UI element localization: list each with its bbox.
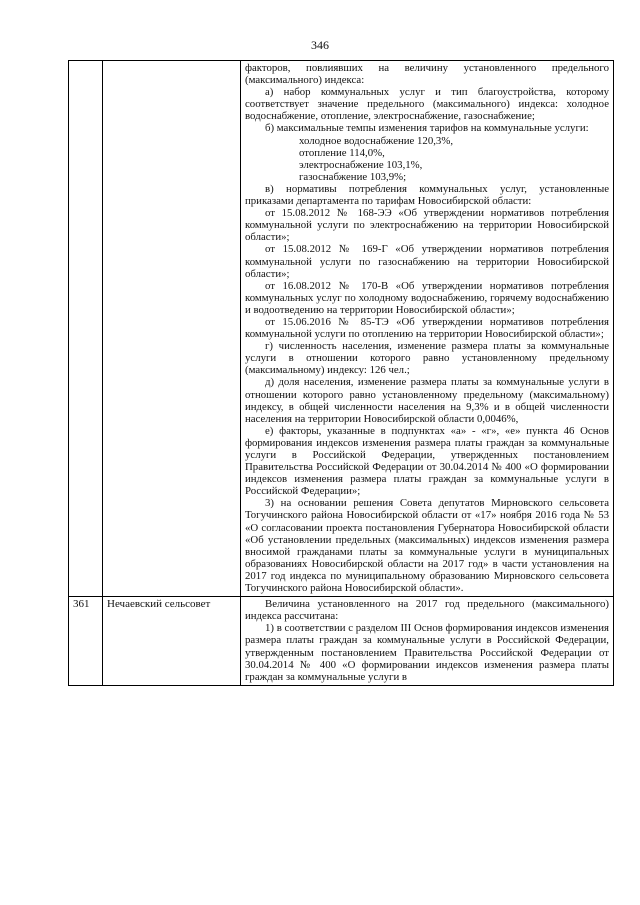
table-row: [69, 597, 614, 686]
paragraph: от 15.08.2012 № 169-Г «Об утверждении нормативов потребления коммунальной услуги по газоснабжению на территории Новосибирской области»;: [245, 243, 609, 280]
paragraph: газоснабжение 103,9%;: [299, 170, 407, 183]
paragraph: от 16.08.2012 № 170-В «Об утверждении нормативов потребления коммунальных услуг по холодному водоснабжению, горячему водоснабжению и водоотведению на территории Новосибирской области»;: [245, 279, 609, 316]
paragraph: в) нормативы потребления коммунальных услуг, установленные приказами департамента по тарифам Новосибирской области:: [245, 182, 609, 208]
municipality-name: Нечаевский сельсовет: [103, 597, 241, 686]
municipality-name: [103, 61, 241, 597]
paragraph: 1) в соответствии с разделом III Основ формирования индексов изменения размера платы граждан за коммунальные услуги в Российской Федерации, утвержденным постановлением Правительства Российской Федерации от 30.04.2014 № 400 «О формировании индексов изменения размера платы граждан за коммунальные услуги в: [245, 622, 609, 683]
paragraph: от 15.08.2012 № 168-ЭЭ «Об утверждении нормативов потребления коммунальной услуги по электроснабжению на территории Новосибирской области»;: [245, 207, 609, 244]
justification-text: [241, 597, 614, 686]
paragraph: б) максимальные темпы изменения тарифов на коммунальные услуги:: [265, 122, 589, 135]
page-number: 346: [311, 38, 329, 52]
paragraph: Величина установленного на 2017 год предельного (максимального) индекса рассчитана:: [245, 598, 609, 623]
paragraph: г) численность населения, изменение размера платы за коммунальные услуги в отношении которого равно установленному предельному (максимальному) индексу: 126 чел.;: [245, 340, 609, 377]
row-number: 361: [69, 597, 103, 686]
paragraph: а) набор коммунальных услуг и тип благоустройства, которому соответствует значение предельного (максимального) индекса: холодное водоснабжение, отопление, электроснабжение, газоснабжение;: [245, 86, 609, 123]
table-row: [69, 61, 614, 597]
justification-text: [241, 61, 614, 597]
municipal-index-table: [68, 60, 614, 686]
paragraph: холодное водоснабжение 120,3%,: [299, 134, 454, 147]
paragraph: 3) на основании решения Совета депутатов Мирновского сельсовета Тогучинского района Новосибирской области от «17» ноября 2016 года № 53 «О согласовании проекта постановления Губернатора Новосибирской области «Об установлении предельных (максимальных) индексов изменения размера вносимой гражданами платы за коммунальные услуги в муниципальных образованиях Новосибирской области на 2017 год» в части установления на 2017 год индекса по муниципальному образованию Мирновского сельсовета Тогучинского района Новосибирской области».: [245, 497, 609, 595]
paragraph: д) доля населения, изменение размера платы за коммунальные услуги в отношении которого равно установленному предельному (максимальному) индексу, в общей численности населения на 9,3% и в общей численности населения на территории Новосибирской области 0,0046%,: [245, 376, 609, 425]
paragraph: факторов, повлиявших на величину установленного предельного (максимального) индекса:: [245, 62, 609, 87]
paragraph: электроснабжение 103,1%,: [299, 158, 423, 171]
row-number: [69, 61, 103, 597]
paragraph: от 15.06.2016 № 85-ТЭ «Об утверждении нормативов потребления коммунальной услуги по отоплению на территории Новосибирской области»;: [245, 315, 609, 341]
paragraph: е) факторы, указанные в подпунктах «а» - «г», «е» пункта 46 Основ формирования индексов изменения размера платы граждан за коммунальные услуги в Российской Федерации, утвержденных постановлением Правительства Российской Федерации от 30.04.2014 № 400 «О формировании индексов изменения размера платы граждан за коммунальные услуги в Российской Федерации»;: [245, 424, 609, 498]
paragraph: отопление 114,0%,: [299, 146, 385, 159]
